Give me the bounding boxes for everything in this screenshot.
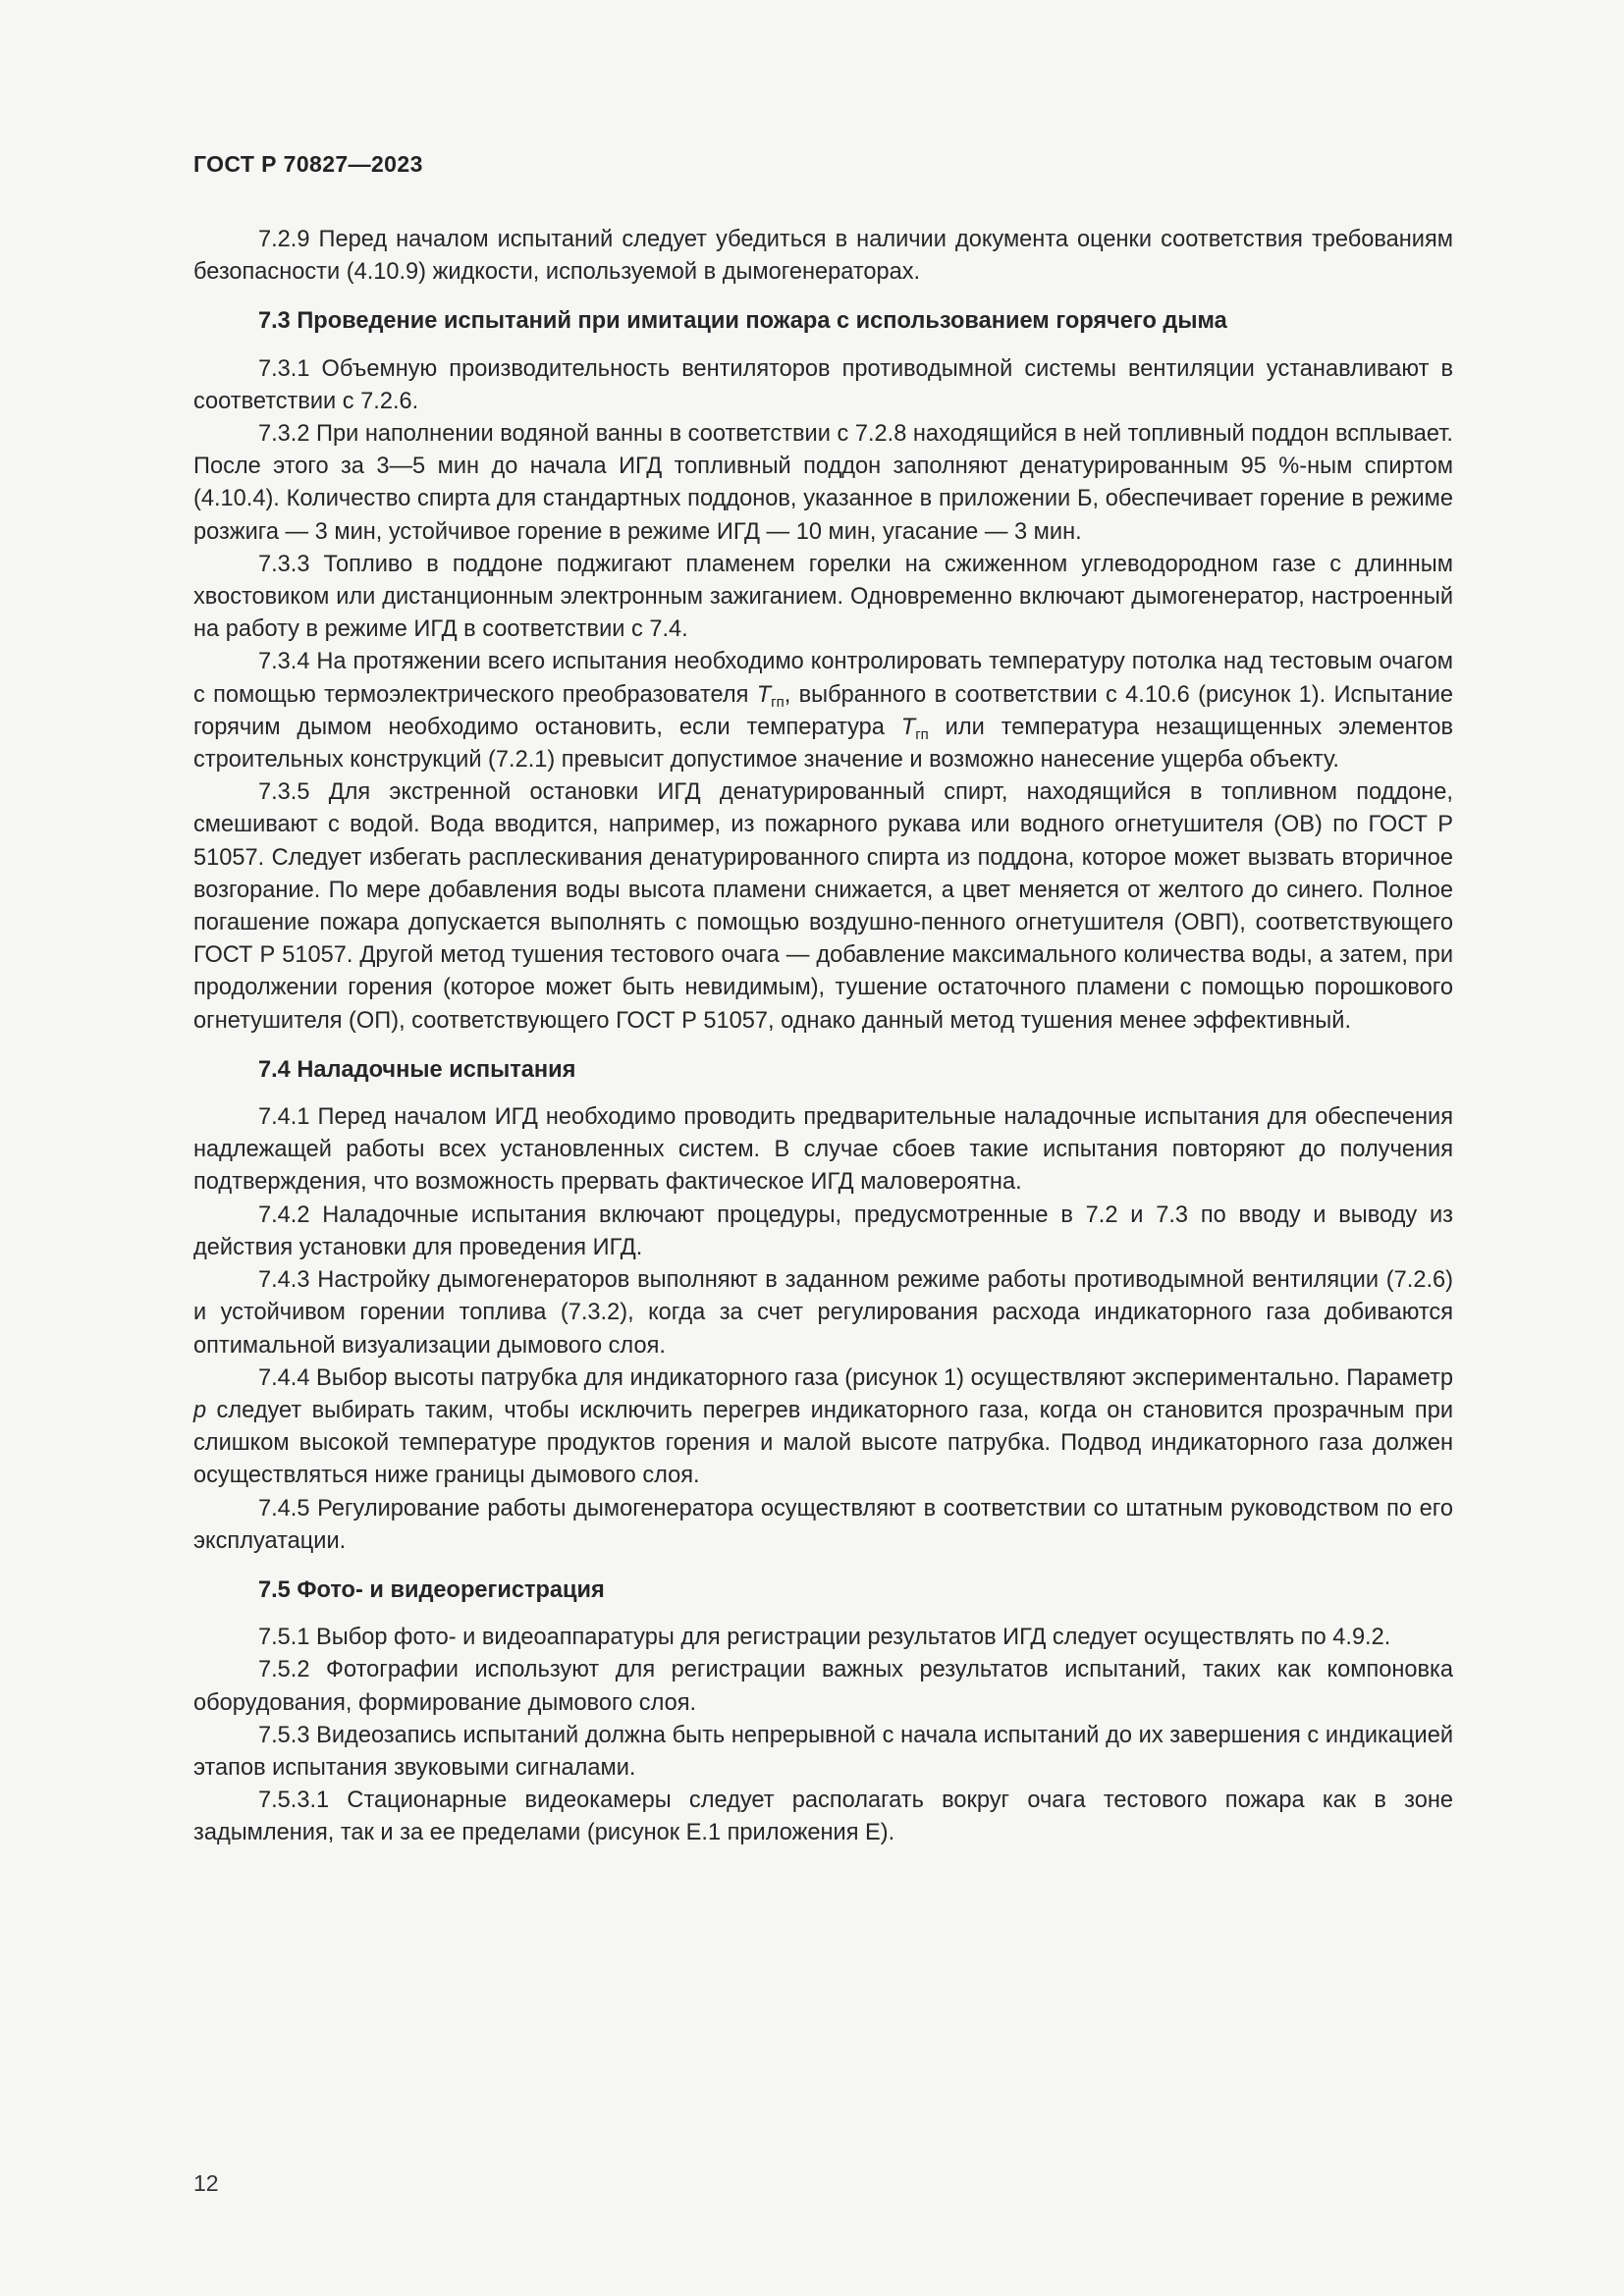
paragraph-7-4-2: 7.4.2 Наладочные испытания включают процедуры, предусмотренные в 7.2 и 7.3 по вводу и выводу из действия установки для проведения ИГД.: [193, 1201, 1453, 1260]
paragraph-7-4-4: [193, 1362, 1453, 1493]
paragraph-7-3-4: [193, 646, 1453, 776]
paragraph-7-3-1: 7.3.1 Объемную производительность вентиляторов противодымной системы вентиляции устанавливают в соответствии с 7.2.6.: [193, 355, 1453, 414]
variable-t-subscript: гп: [771, 693, 785, 711]
paragraph-7-3-2: 7.3.2 При наполнении водяной ванны в соответствии с 7.2.8 находящийся в ней топливный поддон всплывает. После этого за 3—5 мин до начала ИГД топливный поддон заполняют денатурированным 95 %-ным спиртом (4.10.4). Количество спирта для стандартных поддонов, указанное в приложении Б, обеспечивает горение в режиме розжига — 3 мин, устойчивое горение в режиме ИГД — 10 мин, угасание — 3 мин.: [193, 421, 1453, 545]
variable-p: p: [193, 1397, 207, 1423]
variable-t: T: [756, 681, 772, 708]
paragraph-7-4-4-part-a: 7.4.4 Выбор высоты патрубка для индикаторного газа (рисунок 1) осуществляют экспериментально. Параметр: [258, 1364, 1454, 1391]
paragraph-7-3-3: 7.3.3 Топливо в поддоне поджигают пламенем горелки на сжиженном углеводородном газе с длинным хвостовиком или дистанционным электронным зажиганием. Одновременно включают дымогенератор, настроенный на работу в режиме ИГД в соответствии с 7.4.: [193, 551, 1453, 643]
paragraph-7-3-4-part-c: или температура незащищенных элементов строительных конструкций (7.2.1) превысит допустимое значение и возможно нанесение ущерба объекту.: [193, 714, 1453, 774]
paragraph-7-5-3: 7.5.3 Видеозапись испытаний должна быть непрерывной с начала испытаний до их завершения с индикацией этапов испытания звуковыми сигналами.: [193, 1722, 1453, 1781]
variable-t-second: T: [900, 714, 916, 740]
page-number: 12: [193, 2170, 219, 2196]
heading-7-4: 7.4 Наладочные испытания: [258, 1056, 576, 1083]
paragraph-7-4-1: 7.4.1 Перед началом ИГД необходимо проводить предварительные наладочные испытания для обеспечения надлежащей работы всех установленных систем. В случае сбоев такие испытания повторяют до получения подтверждения, что возможность прервать фактическое ИГД маловероятна.: [193, 1104, 1453, 1196]
heading-7-5: 7.5 Фото- и видеорегистрация: [258, 1576, 605, 1603]
paragraph-7-3-4-part-b: , выбранного в соответствии с 4.10.6 (рисунок 1). Испытание горячим дымом необходимо остановить, если температура: [193, 681, 1453, 740]
heading-7-3: 7.3 Проведение испытаний при имитации пожара с использованием горячего дыма: [258, 308, 1227, 335]
paragraph-7-3-5: 7.3.5 Для экстренной остановки ИГД денатурированный спирт, находящийся в топливном поддоне, смешивают с водой. Вода вводится, например, из пожарного рукава или водного огнетушителя (ОВ) по ГОСТ Р 51057. Следует избегать расплескивания денатурированного спирта из поддона, которое может вызвать вторичное возгорание. По мере добавления воды высота пламени снижается, а цвет меняется от желтого до синего. Полное погашение пожара допускается выполнять с помощью воздушно-пенного огнетушителя (ОВП), соответствующего ГОСТ Р 51057. Другой метод тушения тестового очага — добавление максимального количества воды, а затем, при продолжении горения (которое может быть невидимым), тушение остаточного пламени с помощью порошкового огнетушителя (ОП), соответствующего ГОСТ Р 51057, однако данный метод тушения менее эффективный.: [193, 779, 1453, 1034]
paragraph-7-5-2: 7.5.2 Фотографии используют для регистрации важных результатов испытаний, таких как компоновка оборудования, формирование дымового слоя.: [193, 1657, 1453, 1716]
document-body: [193, 224, 1453, 1850]
document-header: ГОСТ Р 70827—2023: [193, 151, 423, 177]
paragraph-7-3-4-part-a: 7.3.4 На протяжении всего испытания необходимо контролировать температуру потолка над тестовым очагом с помощью термоэлектрического преобразователя: [193, 649, 1453, 708]
paragraph-7-4-3: 7.4.3 Настройку дымогенераторов выполняют в заданном режиме работы противодымной вентиляции (7.2.6) и устойчивом горении топлива (7.3.2), когда за счет регулирования расхода индикаторного газа добиваются оптимальной визуализации дымового слоя.: [193, 1267, 1453, 1359]
variable-t-second-subscript: гп: [915, 725, 929, 743]
paragraph-7-5-1: 7.5.1 Выбор фото- и видеоаппаратуры для регистрации результатов ИГД следует осуществлять по 4.9.2.: [258, 1625, 1391, 1651]
paragraph-7-5-3-1: 7.5.3.1 Стационарные видеокамеры следует располагать вокруг очага тестового пожара как в зоне задымления, так и за ее пределами (рисунок Е.1 приложения Е).: [193, 1788, 1453, 1846]
paragraph-7-4-4-part-b: следует выбирать таким, чтобы исключить перегрев индикаторного газа, когда он становится прозрачным при слишком высокой температуре продуктов горения и малой высоте патрубка. Подвод индикаторного газа должен осуществляться ниже границы дымового слоя.: [193, 1397, 1453, 1489]
paragraph-7-2-9: 7.2.9 Перед началом испытаний следует убедиться в наличии документа оценки соответствия требованиям безопасности (4.10.9) жидкости, используемой в дымогенераторах.: [193, 227, 1453, 286]
paragraph-7-4-5: 7.4.5 Регулирование работы дымогенератора осуществляют в соответствии со штатным руководством по его эксплуатации.: [193, 1495, 1453, 1554]
